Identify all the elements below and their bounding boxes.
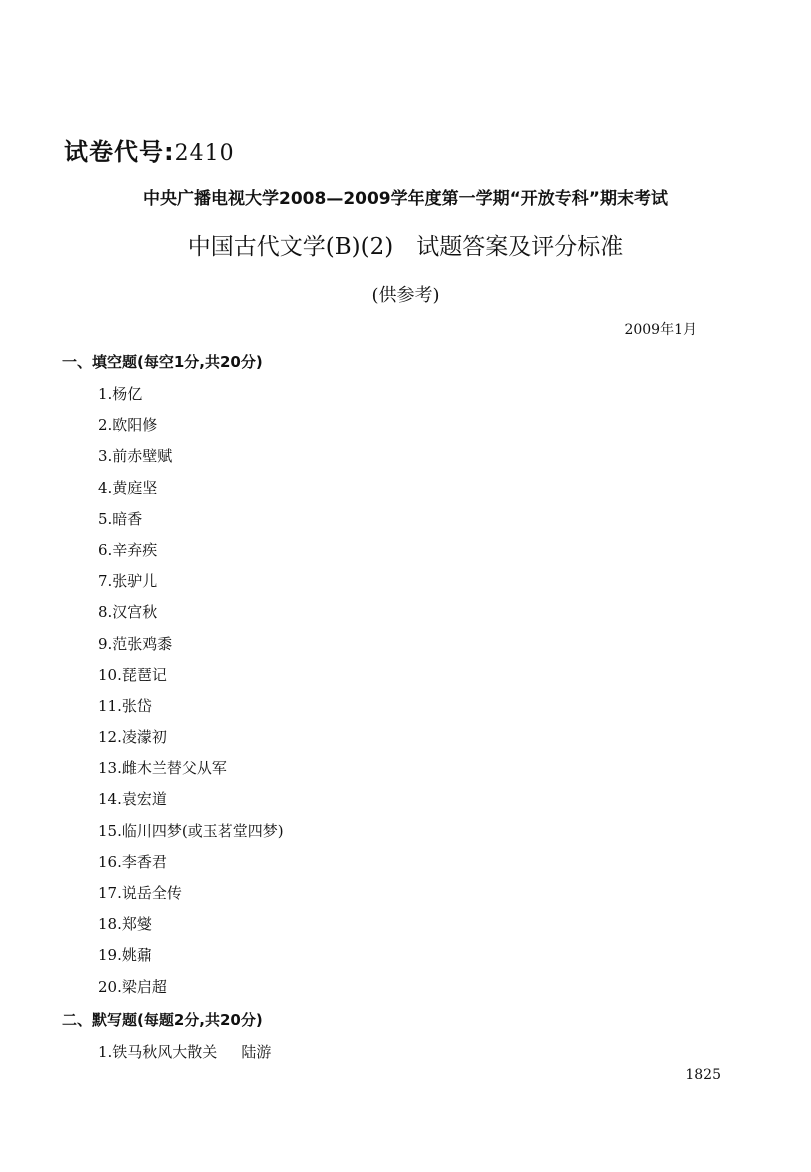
answer-item: 17.说岳全传 bbox=[98, 884, 182, 902]
exam-header: 中央广播电视大学2008—2009学年度第一学期“开放专科”期末考试 bbox=[143, 189, 668, 209]
answer-item: 20.梁启超 bbox=[98, 977, 167, 996]
dictation-line: 1.铁马秋风大散关 bbox=[98, 1043, 218, 1061]
fill-in-answer-list bbox=[98, 382, 284, 1006]
answer-item: 8.汉宫秋 bbox=[98, 603, 158, 622]
answer-item: 4.黄庭坚 bbox=[98, 478, 158, 497]
paper-code bbox=[64, 132, 235, 167]
dictation-item bbox=[98, 1040, 271, 1064]
answer-item: 14.袁宏道 bbox=[98, 790, 167, 809]
section-dictation-heading: 二、默写题(每题2分,共20分) bbox=[62, 1011, 263, 1029]
answer-item: 12.凌濛初 bbox=[98, 728, 167, 747]
answer-item: 5.暗香 bbox=[98, 509, 143, 528]
answer-item: 19.姚鼐 bbox=[98, 946, 152, 965]
answer-item: 2.欧阳修 bbox=[98, 416, 158, 435]
answer-item: 18.郑燮 bbox=[98, 915, 152, 934]
answer-item: 15.临川四梦(或玉茗堂四梦) bbox=[98, 821, 284, 840]
page-number: 1825 bbox=[685, 1067, 721, 1083]
exam-date: 2009年1月 bbox=[624, 322, 697, 338]
paper-code-number: 2410 bbox=[174, 141, 235, 166]
section-fill-in-heading: 一、填空题(每空1分,共20分) bbox=[62, 353, 263, 371]
paper-code-label: 试卷代号: bbox=[64, 138, 175, 166]
answer-item: 13.雌木兰替父从军 bbox=[98, 759, 227, 778]
dictation-author: 陆游 bbox=[241, 1043, 272, 1061]
answer-item: 7.张驴儿 bbox=[98, 572, 158, 591]
answer-item: 1.杨亿 bbox=[98, 385, 143, 403]
answer-item: 10.琵琶记 bbox=[98, 665, 167, 684]
answer-item: 3.前赤壁赋 bbox=[98, 447, 173, 466]
answer-item: 16.李香君 bbox=[98, 852, 167, 871]
exam-title: 中国古代文学(B)(2) 试题答案及评分标准 bbox=[187, 234, 624, 260]
dictation-answer-list bbox=[98, 1040, 271, 1064]
answer-item: 6.辛弃疾 bbox=[98, 540, 158, 559]
answer-item: 9.范张鸡黍 bbox=[98, 634, 173, 653]
exam-subtitle: (供参考) bbox=[371, 285, 440, 306]
answer-item: 11.张岱 bbox=[98, 696, 152, 715]
